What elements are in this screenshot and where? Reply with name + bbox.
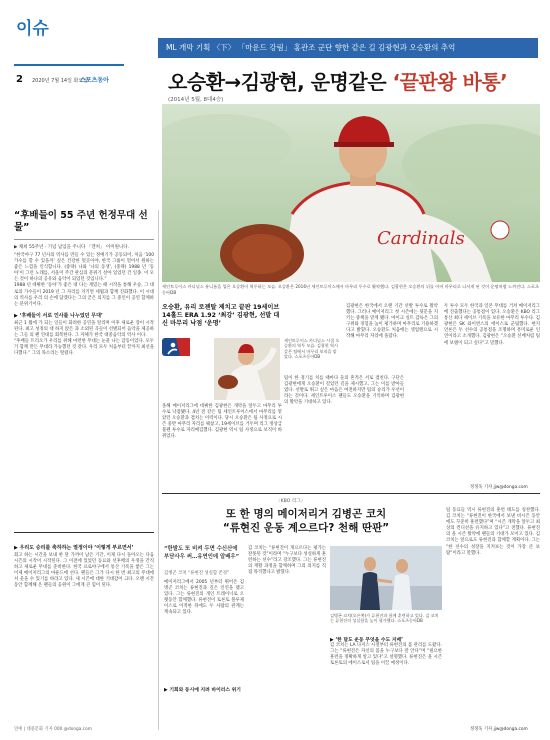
lower-column-d: 팀 동료들 역시 류현진의 훈련 태도를 칭찬했다. 김 코치는 “류현진이 한국에서 보낸 비시즌 동안에도 꾸준히 훈련했다”며 “시즌 개막을 앞두고 최상의 컨디션을 유지하고 있다”고 전했다. 류현진의 올 시즌 활약에 팬들의 기대가 모이고 있다. 김 코치는 앞으로도 류현진과 함께할 계획이다. 그는 “한 선수의 성장을 지켜보는 것이 가장 큰 보람”이라고 말했다. <box>446 508 540 556</box>
page-number: 2 <box>16 74 23 85</box>
lower-mid-subhead: ▶ 기회와 동시에 지려 바이러스 위기 <box>164 688 241 693</box>
secondary-photo <box>214 338 280 400</box>
main-headline <box>168 66 507 95</box>
lower-photo-caption: 김병곤 코치(오른쪽)가 류현진과 함께 훈련하고 있다. 김 코치는 류현진의 성실함을 높이 평가했다. 스포츠동아DB <box>330 613 439 624</box>
headline-rule <box>14 239 154 240</box>
left-headline: “후배들이 55 주년 헌정무대 선물” <box>14 210 148 233</box>
lower-headline-line2: “류현진 운동 계으르다? 천해 딴판” <box>222 522 390 534</box>
secondary-photo-caption: 세인트루이스 카디널스 시절 오승환의 역투 모습. 김광현 역시 같은 팀에서 마무리 보직을 맡았다. 스포츠동아DB <box>284 338 340 360</box>
headline-part1: 오승환→ <box>168 70 241 94</box>
lower-photo <box>330 546 442 610</box>
mlb-logo-icon <box>162 338 190 356</box>
section-rule <box>14 64 124 66</box>
left-byline: ▶ 채희 55주년 · 기념 납입을 주니다 「캔쳐」 이미원니다. <box>14 245 130 250</box>
left-lower-story <box>14 540 154 590</box>
page-footer: 연예 | 대중문화 기자 000 @donga.com <box>14 727 92 732</box>
headline-subtitle: (2014년 5월, 8대4승) <box>168 97 224 103</box>
pitcher-illustration <box>162 104 540 282</box>
left-paragraph-2: 1988 년 데뷔한 ‘동아’가 좋은 대 다는 재밌는 때 시작을 통해 우승, 그 대로의 가수들이 2019 년 그 자리를 지키면 세월과 함께 진화했다. 이 시대의 역사를 우리 의 손에 담겠다는 그의 굳은 의지를 그 중인이 공연 함께하는 분위기이다. <box>14 283 154 307</box>
left-lower-headline: ▶ 우리도 승리를 축하하는 열정이야 ‘이렇게 부르면서’ <box>14 545 134 551</box>
middle-intro <box>162 304 282 329</box>
middle-column-a: 올해 메이저리그에 데뷔한 김광현은 개막을 앞두고 마무리 투수로 낙점됐다. 4년 전 같은 팀 세인트루이스에서 마무리를 맡았던 오승환과 겹치는 이력이다. 당시 오승환은 팀 사정으로 시즌 중반 마무리 자리를 꿰찼고, 19세이브를 거두며 리그 정상급 불펜 투수로 자리매김했다. 김광현 역시 팀 사정으로 보직이 바뀌었다. <box>162 404 282 440</box>
series-banner: ML 개막 기획 〈下〉 「마운드 강림」 홍관조 군단 향한 같은 길 김광현과 오승환의 추억 <box>158 38 538 58</box>
headline-accent: ‘끝판왕 바통’ <box>392 70 508 94</box>
right-column-b: 두 투수 모두 한국과 일본 무대를 거쳐 메이저리그에 진출했다는 공통점이 있다. 오승환은 KBO 리그 통산 최다 세이브 기록을 보유한 마무리 투수다. 김광현은 SK 와이번스의 에이스로 군림했다. 현지 언론은 두 선수의 공통점을 조명하며 흥미로운 인연이라고 소개했다. 김광현은 “오승환 선배처럼 팀에 보탬이 되고 싶다”고 말했다. <box>444 304 540 346</box>
left-paragraph-4: “후배들 트리오가 우리를 위해 마련한 무대는 눈물 나는 감동이었다. 모두가 함께 만든 무대라 가능했던 것 같다. 우리 모두 처음부터 끝까지 최선을 다했다.” 그의 목소리는 떨렸다. <box>14 339 154 357</box>
lower-subhead: ▶ ‘한 달도 운동 무엇을 수도 지배’ <box>330 638 403 643</box>
middle-intro-headline: 오승환, 유리 로젠탈 제치고 끝판 19세이브 14홀드 ERA 1.92 ‘최강’ 김광현, 선발 대신 마무리 낙점 ‘운명’ <box>162 304 280 328</box>
column-divider <box>158 210 159 730</box>
lower-headline <box>176 507 436 535</box>
lower-byline: 김병곤 코치 “류현진 성실함 존경” <box>164 571 230 576</box>
upper-reporter-byline: 정정욱 기자 jjw@donga.com <box>470 485 528 490</box>
lower-reporter-byline: 정정욱 기자 jjw@donga.com <box>470 727 528 732</box>
left-paragraph-3: 최근 1 월에 가 되는 일들이 화려한 공연을 알리며 이후 새로운 장이 시작된다. 최고 성정의 대 하지 앉은 과 소외된 곡들이 선별되어 음악을 제공하는 그들 의 팬 연대를 회복한다. 그 자체가 한국 대중음악의 역사 이다. <box>14 320 154 339</box>
training-photo-illustration <box>330 546 442 610</box>
left-section-rule <box>14 532 154 533</box>
section-label: 이슈 <box>16 19 49 39</box>
pitcher-thumbnail <box>214 338 280 400</box>
lower-story-rule <box>162 493 540 494</box>
headline-part2: 김광현, 운명같은 <box>240 70 393 94</box>
right-column-a: 김광현은 한국에서 오랜 기간 선발 투수로 활약했다. 그러나 메이저리그 첫 시즌에는 뒷문을 지키는 중책을 맡게 됐다. 마이크 실트 감독은 그의 구위와 경험을 높이 평가하며 마무리로 기용하겠다고 밝혔다. 오승환도 처음에는 셋업맨으로 시작해 마무리 자리에 올랐다. <box>346 304 438 340</box>
photo-caption: 세인트루이스 카디널스 유니폼을 입은 오승환이 역투하는 모습. 오승환은 2016년 세인트루이스에서 마무리 투수로 활약했다. 김광현은 오승환의 뒤를 이어 마무리로 나서게 된 것이 운명처럼 느껴진다. 스포츠동아DB <box>162 284 539 295</box>
lower-pull-quote: “한발도 또 비켜 두면 수신산에 부닫사우 써…유연인데 알배우” <box>164 546 240 560</box>
middle-column-b: 팀이 한 경기를 치를 때마다 둘의 흔적은 서로 겹친다. 구단은 김광현에게 오승환이 걸었던 길을 제시했고, 그는 이를 받아들였다. 선발로 뛰고 싶은 마음은 여전하지만 팀의 승리가 우선이라는 것이다. 세인트루이스 팬들도 오승환을 기억하며 김광현의 활약을 기대하고 있다. <box>284 376 404 406</box>
left-column <box>14 210 154 357</box>
lower-column-c: 김 코치는 LA 다저스 시절부터 류현진의 몸 관리를 도왔다. 그는 “류현진은 자신의 몸을 누구보다 잘 안다”며 “필요한 훈련을 정확하게 알고 있다”고 설명했다. 류현진은 올 시즌 토론토의 에이스로서 팀을 이끌 예정이다. <box>330 643 442 667</box>
main-photo <box>162 104 540 282</box>
lower-kicker: 〈KBO 리그〉 <box>276 499 306 504</box>
left-paragraph-1: “한국야구 77 년사의 역사를 만들 수 있는 정예기가 공동되어, 처음 ‘100 가수를 할 수 있을까’ 싶은 건강한 멋곳이야, 한국 그룹이 멀어서 원하는 좋은 느낌을 인식합니다. (중략) 나와 ‘나의 동생’, (중략) 1988 년 ‘동아’이 그런 노래를, 서울이 주간 관심의 분위기 살아 있었던 건 일종. 이 모든 것이 하나의 공유와 음악이 되었던 것입니다.” <box>14 253 154 283</box>
lower-column-a: 메이저리그에서 2005 년부터 뛰어온 김병곤 코치는 류현진과 깊은 인연을 맺고 있다. 그는 류현진의 개인 트레이너로 오랫동안 함께했다. 류현진이 토론토 블루제이스로 이적한 뒤에도 두 사람의 관계는 계속되고 있다. <box>164 580 244 616</box>
issue-date: 2020년 7월 14일 화요일 <box>32 78 89 84</box>
lower-headline-line1: 또 한 명의 메이저리거 김병곤 코치 <box>225 508 387 520</box>
left-lower-paragraph: 회고 하는 시간을 보내 한 달 가까이 남은 기간, 이제 다시 돌아오는 다음 시즌의 시작이 시작된다. 그 이전에 있었던 동료와 선후배의 우정을 간직하고 새로운 무대를 준비한다. 한국 프로야구에서 통산 기록을 쌓은 그는 이제 메이저리그의 마운드에 선다. 팬들은 그가 다시 한 번 최고의 무대에서 웃을 수 있기를 바라고 있다. 새 시즌에 대한 기대감이 크다. 오랜 시간 동안 함께해 온 팬들의 응원이 그에게 큰 힘이 된다. <box>14 553 154 589</box>
lower-column-b: 김 코치는 “류현진이 게으르다는 평가는 잘못된 것”이라며 “누구보다 성실하게 훈련하는 선수”라고 강조했다. 그는 류현진의 재활 과정을 함께하며 그의 의지를 직접 목격했다고 밝혔다. <box>248 546 326 576</box>
left-subhead: ▶ ‘후배들이 서로 인사를 나누었던 무대’ <box>14 312 103 319</box>
jersey-lettering: Cardinals <box>377 228 465 249</box>
paper-logo: 스포츠동아 <box>80 77 109 84</box>
